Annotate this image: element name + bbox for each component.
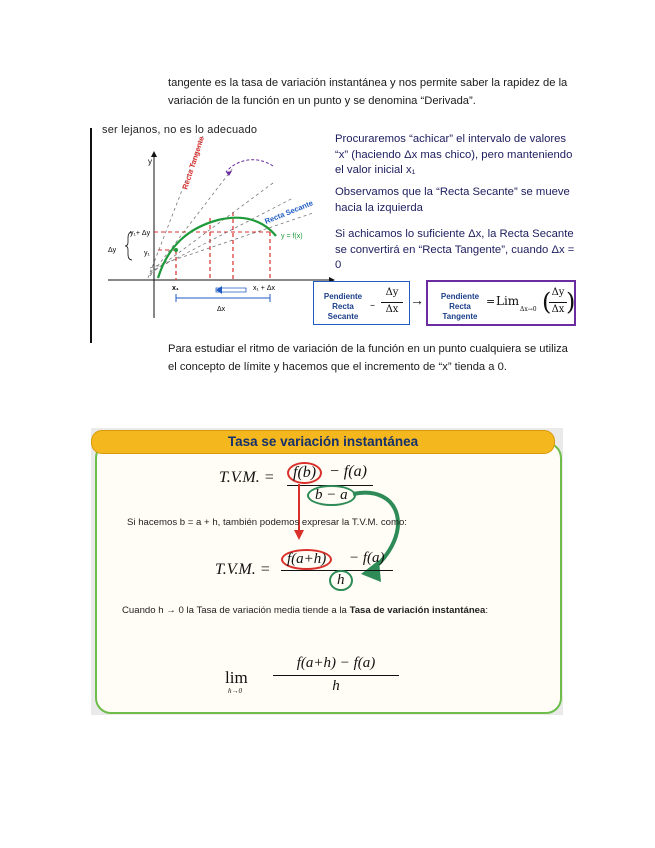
fb-term: f(b) xyxy=(287,462,322,484)
secant-tangent-figure xyxy=(88,124,578,343)
x1-label: x₁ xyxy=(172,285,179,292)
shrink-arrow-head xyxy=(216,286,222,294)
secant-line-1 xyxy=(150,168,233,276)
tvm-label-1: T.V.M. = xyxy=(219,469,275,486)
y1dy-label: y₁+ Δy xyxy=(130,230,151,237)
lim-sub: Δx→0 xyxy=(520,306,537,313)
recta-secante-label: Recta Secante xyxy=(263,198,315,226)
secant-line-4 xyxy=(150,213,313,268)
lim-word: lim xyxy=(225,668,248,687)
secant-num: Δy xyxy=(385,287,399,298)
secant-slope-label: Pendiente Recta Secante xyxy=(323,292,363,321)
instruction-line-1: Si hacemos b = a + h, también podemos expresar la T.V.M. como: xyxy=(127,517,407,528)
tvi-title: Tasa se variación instantánea xyxy=(227,434,419,449)
lim-text: Lim xyxy=(496,294,520,308)
explain-text-2: Observamos que la “Recta Secante” se mueve hacia la izquierda xyxy=(335,186,570,214)
fraction-bar-3 xyxy=(273,675,399,676)
secant-den: Δx xyxy=(385,304,399,315)
transition-arrow: → xyxy=(410,292,424,308)
dx-label: Δx xyxy=(217,306,226,313)
x1dx-label: x₁ + Δx xyxy=(253,285,276,292)
function-curve xyxy=(158,218,276,278)
fah-term: f(a+h) xyxy=(281,549,332,570)
recta-tangente-label: Recta Tangente xyxy=(180,135,206,191)
explain-text-3: Si achicamos lo suficiente Δx, la Recta Secante se convertirá en “Recta Tangente”, cuando Δx = 0 xyxy=(335,228,575,271)
point-x1 xyxy=(174,248,178,252)
secant-line-3 xyxy=(150,198,293,272)
secant-line-2 xyxy=(150,183,273,274)
move-arrow-head xyxy=(226,171,232,176)
tvm-label-2: T.V.M. = xyxy=(215,561,271,578)
red-arrow-head xyxy=(294,530,304,540)
tvi-panel xyxy=(91,428,563,715)
explain-text-1: Procuraremos “achicar” el intervalo de valores “x” (haciendo Δx mas chico), pero manteniendo el valor inicial x₁ xyxy=(335,133,573,176)
function-label: y = f(x) xyxy=(281,233,303,240)
lim-denominator: h xyxy=(332,678,340,694)
secant-slope-box: Pendiente Recta Secante – Δy Δx xyxy=(313,281,410,325)
lim-subscript: h→0 xyxy=(228,687,242,695)
h-term: h xyxy=(329,570,353,591)
intro-paragraph: tangente es la tasa de variación instantánea y nos permite saber la rapidez de la variación de la función en un punto y se denomina “Derivada”. xyxy=(168,77,568,107)
y1-label: y₁ xyxy=(144,250,150,257)
move-arrow xyxy=(226,160,273,172)
tangent-num: Δy xyxy=(551,287,565,298)
tangent-slope-box: Pendiente Recta Tangente = Lim Δx→0 ( Δy Δx ) xyxy=(426,280,576,326)
cut-text: ser lejanos, no es lo adecuado xyxy=(102,124,258,136)
instruction-line-2: Cuando h → 0 la Tasa de variación media tiende a la Tasa de variación instantánea: xyxy=(122,605,489,616)
b-minus-a: b − a xyxy=(307,485,356,506)
graph xyxy=(88,128,338,328)
lim-numerator: f(a+h) − f(a) xyxy=(296,655,376,671)
minus-fa-2: − f(a) xyxy=(349,550,385,566)
second-paragraph: Para estudiar el ritmo de variación de la función en un punto cualquiera se utiliza el concepto de límite y hacemos que el incremento de “x” tienda a 0. xyxy=(168,343,568,373)
y-axis-label: y xyxy=(148,157,152,166)
tangent-slope-label: Pendiente Recta Tangente xyxy=(440,292,480,321)
minus-fa-1: − f(a) xyxy=(329,463,367,480)
tangent-den: Δx xyxy=(551,304,565,315)
dy-label: Δy xyxy=(108,247,117,254)
